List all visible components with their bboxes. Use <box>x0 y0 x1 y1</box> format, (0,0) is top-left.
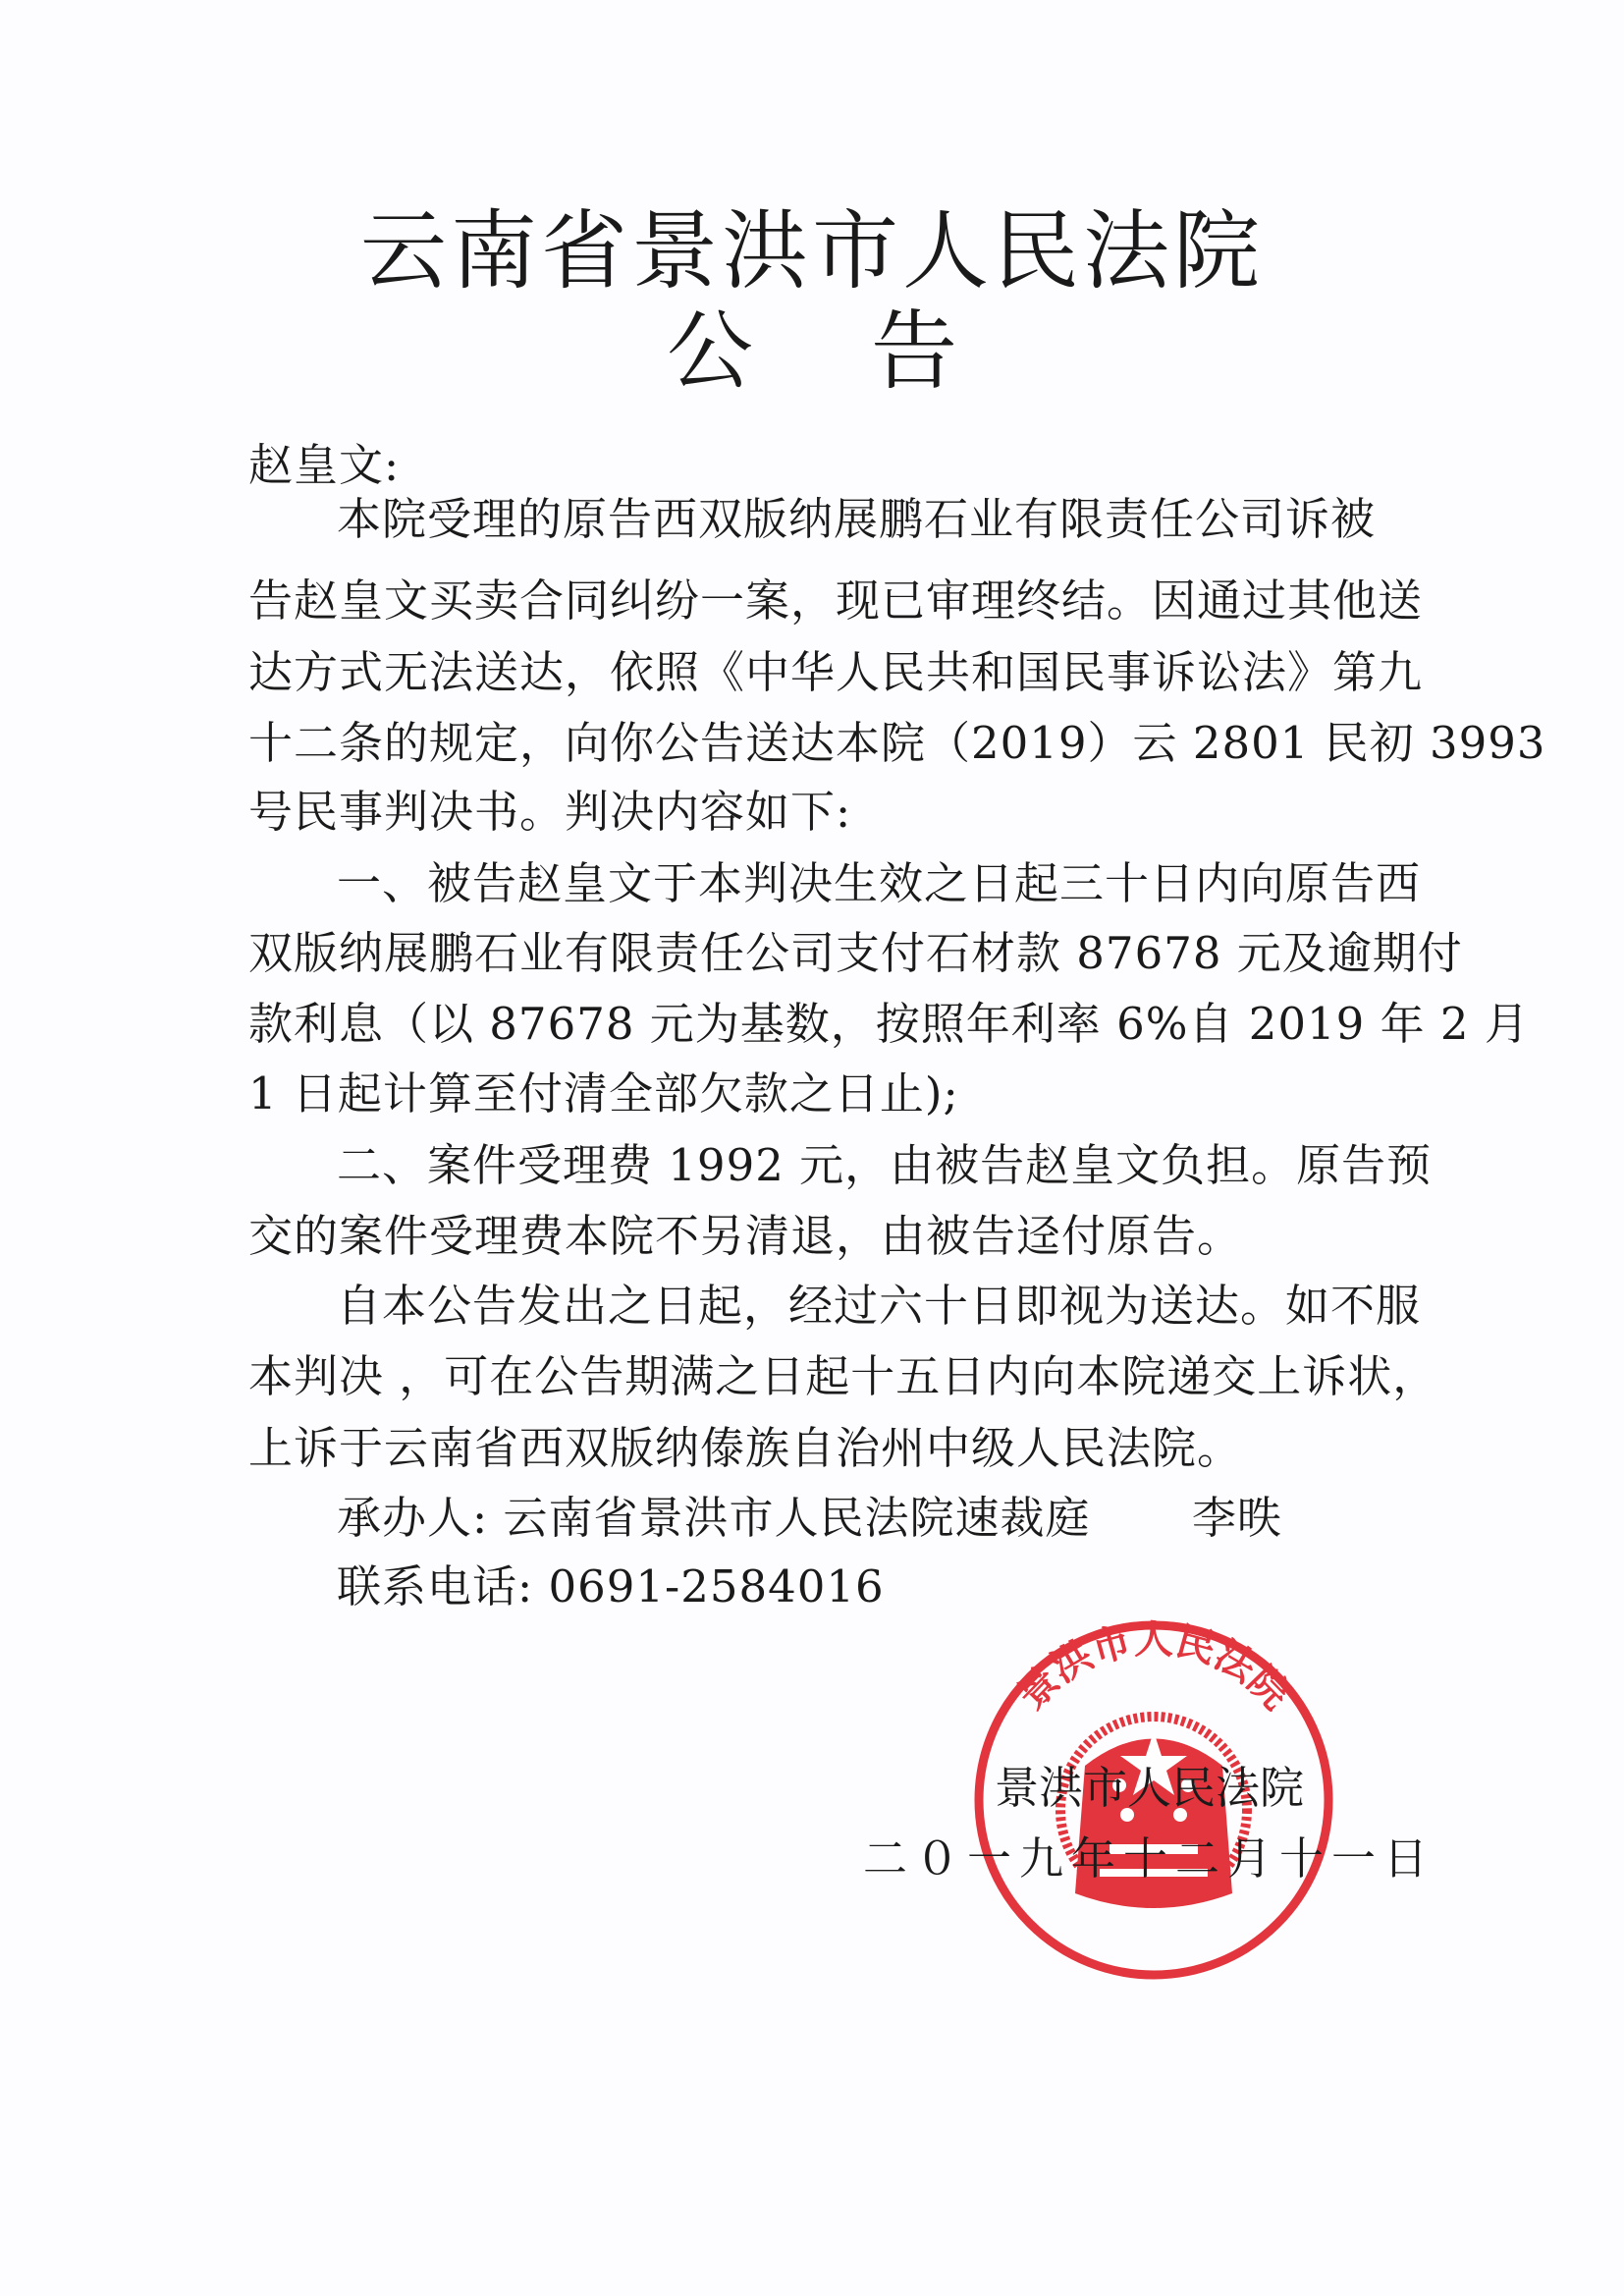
handler-name: 李昳 <box>1192 1492 1283 1544</box>
body-line: 一、被告赵皇文于本判决生效之日起三十日内向原告西 <box>337 857 1422 909</box>
body-line: 双版纳展鹏石业有限责任公司支付石材款 87678 元及逾期付 <box>248 927 1463 979</box>
body-line: 上诉于云南省西双版纳傣族自治州中级人民法院。 <box>248 1422 1243 1474</box>
body-line: 1 日起计算至付清全部欠款之日止); <box>248 1067 959 1120</box>
body-line: 交的案件受理费本院不另清退，由被告迳付原告。 <box>248 1210 1243 1262</box>
svg-text:景洪市人民法院 <box>1008 1618 1299 1719</box>
seal-text: 景洪市人民法院 <box>1007 1618 1300 1719</box>
body-line: 号民事判决书。判决内容如下: <box>248 786 852 838</box>
body-line: 二、案件受理费 1992 元，由被告赵皇文负担。原告预 <box>337 1139 1433 1191</box>
body-line: 达方式无法送达，依照《中华人民共和国民事诉讼法》第九 <box>248 646 1424 698</box>
contact-line <box>337 1558 885 1616</box>
body-line: 本判决 ，可在公告期满之日起十五日内向本院递交上诉状， <box>248 1350 1438 1402</box>
body-line: 本院受理的原告西双版纳展鹏石业有限责任公司诉被 <box>337 493 1377 545</box>
addressee: 赵皇文: <box>248 439 401 491</box>
signature-court: 景洪市人民法院 <box>995 1762 1305 1814</box>
signature-date: 二０一九年十二月十一日 <box>863 1832 1436 1885</box>
contact-label: 联系电话: <box>337 1560 534 1613</box>
body-line: 十二条的规定，向你公告送达本院（2019）云 2801 民初 3993 <box>248 717 1546 769</box>
handler-line <box>337 1489 1091 1548</box>
body-line: 告赵皇文买卖合同纠纷一案，现已审理终结。因通过其他送 <box>248 574 1424 627</box>
contact-phone: 0691-2584016 <box>548 1560 885 1613</box>
handler-dept: 云南省景洪市人民法院速裁庭 <box>503 1492 1091 1544</box>
body-line: 自本公告发出之日起，经过六十日即视为送达。如不服 <box>337 1280 1422 1332</box>
handler-label: 承办人: <box>337 1492 489 1544</box>
doc-type-title: 公告 <box>666 301 1075 402</box>
body-line: 款利息（以 87678 元为基数，按照年利率 6%自 2019 年 2 月 <box>248 998 1530 1050</box>
court-title: 云南省景洪市人民法院 <box>359 200 1264 301</box>
